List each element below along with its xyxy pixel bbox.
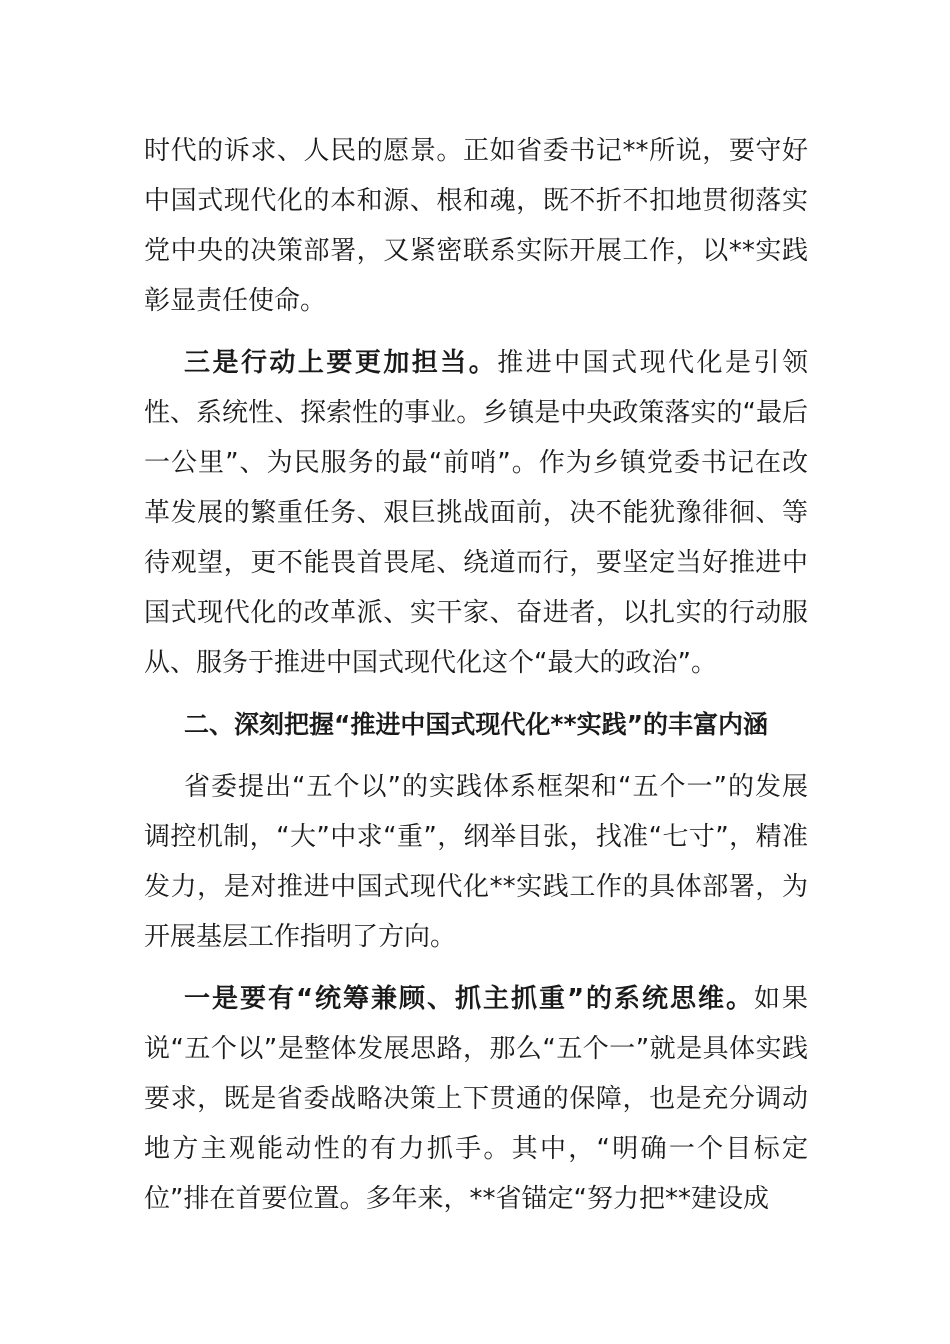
paragraph-systematic-thinking	[144, 974, 808, 1224]
paragraph-framework	[144, 762, 808, 962]
paragraph-lead: 一是要有“统筹兼顾、抓主抓重”的系统思维。	[184, 984, 754, 1014]
paragraph-continuation	[144, 126, 808, 326]
paragraph-text: 省委提出“五个以”的实践体系框架和“五个一”的发展调控机制，“大”中求“重”，纲举目张，找准“七寸”，精准发力，是对推进中国式现代化**实践工作的具体部署，为开展基层工作指明了方向。	[144, 772, 808, 952]
paragraph-text: 推进中国式现代化是引领性、系统性、探索性的事业。乡镇是中央政策落实的“最后一公里”、为民服务的最“前哨”。作为乡镇党委书记在改革发展的繁重任务、艰巨挑战面前，决不能犹豫徘徊、等待观望，更不能畏首畏尾、绕道而行，要坚定当好推进中国式现代化的改革派、实干家、奋进者，以扎实的行动服从、服务于推进中国式现代化这个“最大的政治”。	[144, 348, 808, 678]
paragraph-action-responsibility	[144, 338, 808, 688]
paragraph-lead: 三是行动上要更加担当。	[184, 348, 498, 378]
document-page	[144, 126, 808, 1224]
paragraph-text: 时代的诉求、人民的愿景。正如省委书记**所说，要守好中国式现代化的本和源、根和魂，既不折不扣地贯彻落实党中央的决策部署，又紧密联系实际开展工作，以**实践彰显责任使命。	[144, 136, 808, 316]
section-heading: 二、深刻把握“推进中国式现代化**实践”的丰富内涵	[184, 710, 769, 739]
paragraph-text: 如果说“五个以”是整体发展思路，那么“五个一”就是具体实践要求，既是省委战略决策上下贯通的保障，也是充分调动地方主观能动性的有力抓手。其中，“明确一个目标定位”排在首要位置。多年来，**省锚定“努力把**建设成	[144, 984, 808, 1214]
